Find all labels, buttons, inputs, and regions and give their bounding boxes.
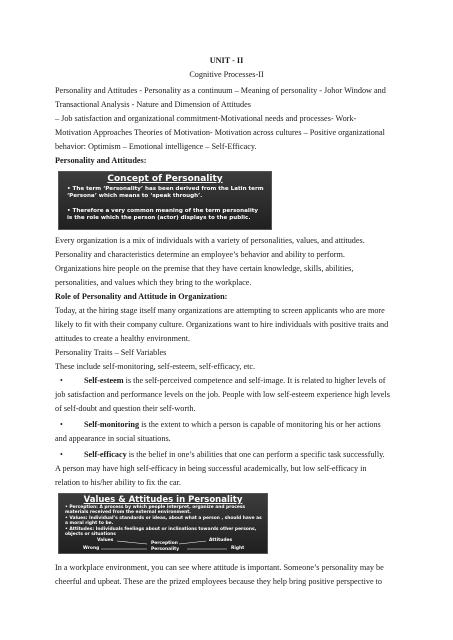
bullet-term: Self-efficacy bbox=[84, 450, 127, 459]
flow-personality: Personality bbox=[151, 547, 180, 552]
paragraph-line: attitudes to create a healthy environment. bbox=[55, 334, 191, 343]
bullet-term: Self-monitoring bbox=[84, 420, 140, 429]
slide-bullet: • Values: Individual’s standards or ideas, about what a person , should have as a moral right to be. bbox=[65, 516, 262, 527]
paragraph-line: Every organization is a mix of individuals with a variety of personalities, values, and attitudes. bbox=[55, 236, 365, 245]
unit-heading: UNIT - II bbox=[209, 56, 244, 65]
paragraph-line: cheerful and upbeat. These are the prized employees because they help bring positive perspective to bbox=[55, 577, 382, 586]
intro-line: behavior: Optimism – Emotional intelligence – Self-Efficacy. bbox=[55, 142, 257, 151]
bullet-self-efficacy bbox=[84, 450, 414, 460]
slide-bullet-text: The term ‘Personality’ has been derived from the Latin term ‘Persona’ which means to ‘speak through’. bbox=[67, 186, 264, 199]
slide-bullet-text: Attitudes: Individuals feelings about or inclinations towards other persons, objects or situations bbox=[65, 527, 257, 538]
intro-line: – Job satisfaction and organizational commitment-Motivational needs and processes- Work- bbox=[55, 114, 357, 123]
flow-values: Values bbox=[97, 538, 114, 543]
intro-line: Motivation Approaches Theories of Motivation- Motivation across cultures – Positive organizational bbox=[55, 128, 385, 137]
values-attitudes-slide bbox=[58, 493, 268, 554]
bullet-icon: • bbox=[60, 420, 63, 429]
intro-line: Transactional Analysis - Nature and Dimension of Attitudes bbox=[55, 100, 251, 109]
unit-subtitle: Cognitive Processes-II bbox=[189, 70, 264, 79]
paragraph-line: Organizations hire people on the premise that they have certain knowledge, skills, abilities, bbox=[55, 264, 354, 273]
flow-arrows bbox=[59, 494, 267, 553]
paragraph-line: likely to fit with their company culture. Organizations want to hire individuals with positive traits and bbox=[55, 320, 389, 329]
section-heading-role: Role of Personality and Attitude in Organization: bbox=[55, 292, 228, 301]
paragraph-line: Today, at the hiring stage itself many organizations are attempting to screen applicants who are more bbox=[55, 306, 385, 315]
slide-bullet-text: Therefore a very common meaning of the term personality is the role which the person (actor) displays to the public. bbox=[67, 208, 259, 221]
flow-attitudes: Attitudes bbox=[209, 538, 233, 543]
paragraph-line: Personality and characteristics determine an employee’s behavior and ability to perform. bbox=[55, 250, 345, 259]
paragraph-line: In a workplace environment, you can see where attitude is important. Someone’s personality may be bbox=[55, 563, 384, 572]
bullet-self-esteem bbox=[84, 376, 414, 386]
traits-intro: These include self-monitoring, self-esteem, self-efficacy, etc. bbox=[55, 362, 256, 371]
paragraph-line: relation to his/her ability to fix the car. bbox=[55, 478, 181, 487]
arrow-line bbox=[117, 541, 147, 544]
slide-bullet-text: Values: Individual’s standards or ideas, about what a person , should have as a moral right to be. bbox=[65, 516, 262, 527]
slide-bullet-text: Perception: A process by which people interpret, organize and process materials received from the external environment. bbox=[65, 505, 246, 516]
flow-perception: Perception bbox=[151, 541, 178, 546]
bullet-self-monitoring bbox=[84, 420, 414, 430]
intro-line: Personality and Attitudes - Personality as a continuum – Meaning of personality - Johor Window and bbox=[55, 86, 386, 95]
bullet-text: is the self-perceived competence and self-image. It is related to higher levels of bbox=[123, 376, 386, 385]
traits-heading: Personality Traits – Self Variables bbox=[55, 348, 167, 357]
slide-bullet: • Perception: A process by which people interpret, organize and process materials received from the external environment. bbox=[65, 505, 246, 516]
slide-bullet: • Attitudes: Individuals feelings about or inclinations towards other persons, objects or situations bbox=[65, 527, 257, 538]
bullet-term: Self-esteem bbox=[84, 376, 124, 385]
bullet-icon: • bbox=[60, 450, 63, 459]
bullet-icon: • bbox=[60, 376, 63, 385]
paragraph-line: and appearance in social situations. bbox=[55, 434, 171, 443]
bullet-text: is the extent to which a person is capable of monitoring his or her actions bbox=[139, 420, 381, 429]
paragraph-line: A person may have high self-efficacy in being successful academically, but low self-efficacy in bbox=[55, 464, 367, 473]
section-heading-personality: Personality and Attitudes: bbox=[55, 156, 147, 165]
slide-title: Concept of Personality bbox=[107, 174, 223, 184]
concept-of-personality-slide bbox=[58, 171, 272, 230]
paragraph-line: job satisfaction and performance levels on the job. People with low self-esteem experience high levels bbox=[55, 390, 390, 399]
flow-wrong: Wrong bbox=[83, 546, 100, 551]
bullet-text: is the belief in one’s abilities that one can perform a specific task successfully. bbox=[126, 450, 385, 459]
flow-right: Right bbox=[231, 546, 245, 551]
arrow-line bbox=[179, 541, 206, 544]
slide-bullet: • The term ‘Personality’ has been derived from the Latin term ‘Persona’ which means to ‘speak through’. bbox=[67, 186, 264, 199]
paragraph-line: of self-doubt and question their self-worth. bbox=[55, 404, 196, 413]
paragraph-line: personalities, and values which they bring to the workplace. bbox=[55, 278, 252, 287]
slide-bullet: • Therefore a very common meaning of the term personality is the role which the person (actor) displays to the public. bbox=[67, 208, 259, 221]
slide-title: Values & Attitudes in Personality bbox=[83, 495, 243, 505]
